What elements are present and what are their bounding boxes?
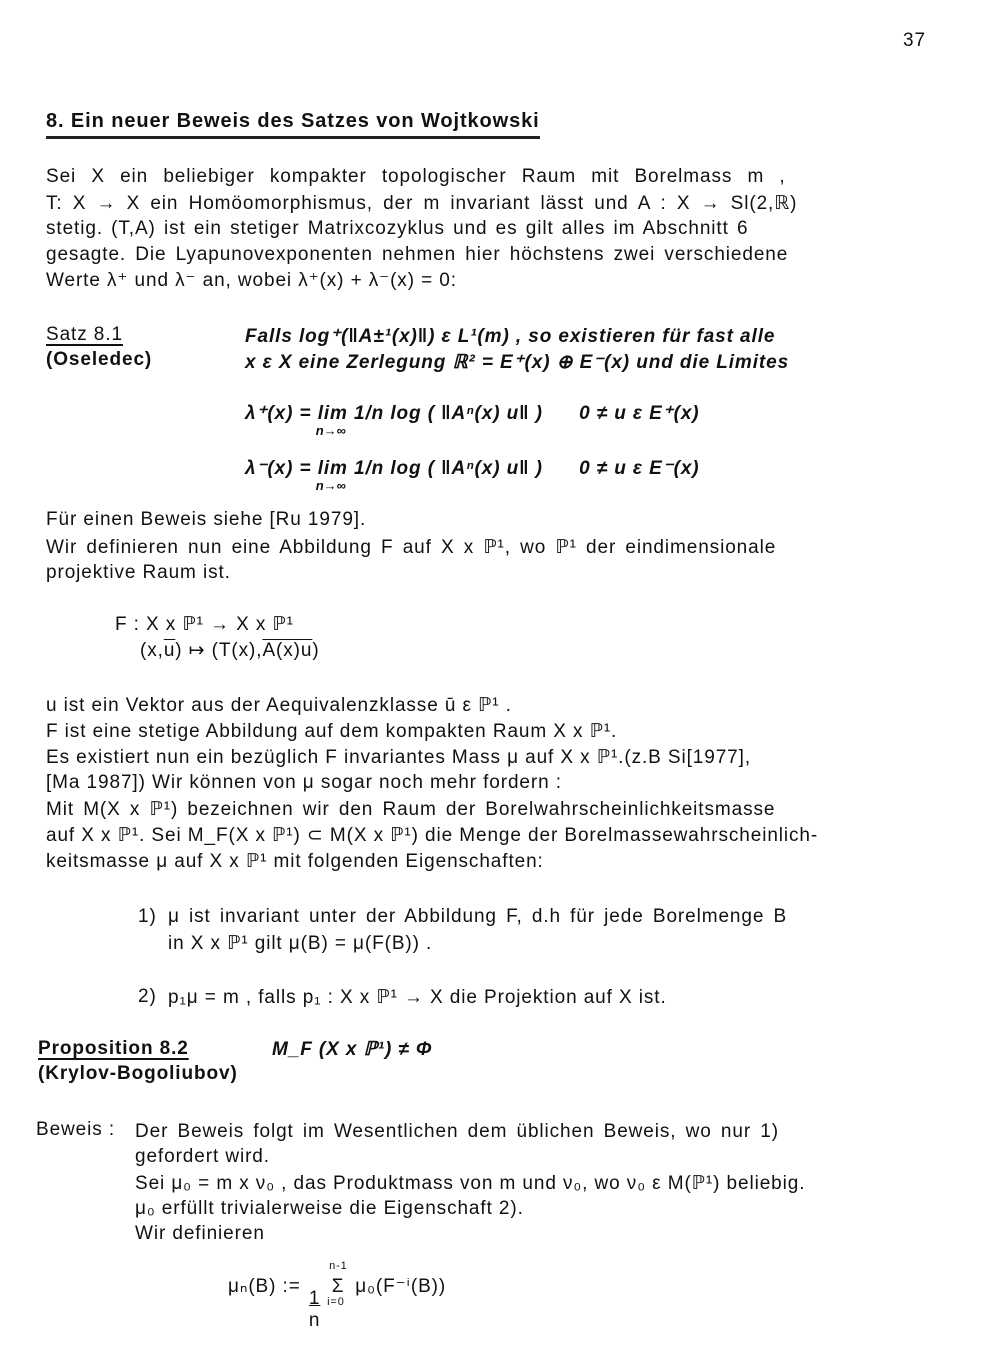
theorem-attribution: (Oseledec) [46,349,153,370]
fraction-denominator: n [308,1310,321,1331]
lim-text: lim [317,403,348,424]
text-line: Wir definieren nun eine Abbildung F auf X x ℙ¹, wo ℙ¹ der eindimensionale [46,537,777,558]
text-line: [Ma 1987]) Wir können von μ sogar noch mehr fordern : [46,772,562,793]
sum-lower-limit: i=0 [327,1296,345,1308]
proof-label: Beweis : [36,1119,116,1140]
intro-line: T: X → X ein Homöomorphismus, der m invariant lässt und A : X → Sl(2,ℝ) [46,193,798,214]
text-line: projektive Raum ist. [46,562,231,583]
map-signature: F : X x ℙ¹ → X x ℙ¹ [115,614,294,635]
formula-lhs: λ⁻(x) = [245,458,312,479]
property-number: 1) [138,906,157,927]
summation [327,1260,349,1308]
sum-upper-limit: n-1 [329,1260,348,1272]
page-number: 37 [903,30,926,51]
theorem-label: Satz 8.1 [46,324,123,345]
proof-line: Sei μ₀ = m x ν₀ , das Produktmass von m und ν₀, wo ν₀ ε M(ℙ¹) beliebig. [135,1173,806,1194]
proof-line: gefordert wird. [135,1146,270,1167]
map-rule [140,639,320,662]
limit-operator [315,458,348,493]
theorem-statement-line: Falls log⁺(‖A±¹(x)‖) ε L¹(m) , so existieren für fast alle [245,326,776,347]
lyapunov-plus-formula [245,402,700,438]
text-line: F ist eine stetige Abbildung auf dem kompakten Raum X x ℙ¹. [46,721,618,742]
formula-rhs: 1/n log ( ‖Aⁿ(x) u‖ ) [354,403,543,424]
theorem-statement-line: x ε X eine Zerlegung ℝ² = E⁺(x) ⊕ E⁻(x) und die Limites [245,352,790,373]
map-rule-class: A(x)u [262,640,313,661]
property-text: μ ist invariant unter der Abbildung F, d.h für jede Borelmenge B [168,906,788,927]
measure-average-formula [228,1260,447,1331]
formula-lhs: λ⁺(x) = [245,403,312,424]
formula-condition: 0 ≠ u ε E⁺(x) [579,403,700,424]
proof-line: Der Beweis folgt im Wesentlichen dem üblichen Beweis, wo nur 1) [135,1121,779,1142]
proposition-attribution: (Krylov-Bogoliubov) [38,1063,238,1084]
intro-line: stetig. (T,A) ist ein stetiger Matrixcozyklus und es gilt alles im Abschnitt 6 [46,218,749,239]
lim-subscript: n→∞ [315,478,346,493]
formula-rhs: μ₀(F⁻ⁱ(B)) [355,1276,447,1297]
property-text: in X x ℙ¹ gilt μ(B) = μ(F(B)) . [168,933,433,954]
text-line: auf X x ℙ¹. Sei M_F(X x ℙ¹) ⊂ M(X x ℙ¹) die Menge der Borelmassewahrscheinlich- [46,825,819,846]
proof-line: Wir definieren [135,1223,265,1244]
property-text: p₁μ = m , falls p₁ : X x ℙ¹ → X die Projektion auf X ist. [168,987,667,1008]
text-line: Mit M(X x ℙ¹) bezeichnen wir den Raum der Borelwahrscheinlichkeitsmasse [46,799,776,820]
formula-rhs: 1/n log ( ‖Aⁿ(x) u‖ ) [354,458,543,479]
formula-lhs: μₙ(B) := [228,1276,301,1297]
proof-line: μ₀ erfüllt trivialerweise die Eigenschaft 2). [135,1198,524,1219]
fraction-numerator: 1 [308,1288,321,1309]
sum-sign: Σ [331,1276,345,1297]
property-number: 2) [138,986,157,1007]
map-rule-part: ) ↦ (T(x), [175,640,263,661]
limit-operator [315,403,348,438]
text-line: keitsmasse μ auf X x ℙ¹ mit folgenden Eigenschaften: [46,851,544,872]
text-line: u ist ein Vektor aus der Aequivalenzklasse ū ε ℙ¹ . [46,695,512,716]
map-rule-part: (x, [140,640,164,661]
lyapunov-minus-formula [245,457,700,493]
text-line: Es existiert nun ein bezüglich F invariantes Mass μ auf X x ℙ¹.(z.B Si[1977], [46,747,752,768]
intro-line: Sei X ein beliebiger kompakter topologischer Raum mit Borelmass m , [46,166,786,187]
intro-line: gesagte. Die Lyapunovexponenten nehmen hier höchstens zwei verschiedene [46,244,789,265]
section-title: 8. Ein neuer Beweis des Satzes von Wojtkowski [46,110,540,139]
intro-line: Werte λ⁺ und λ⁻ an, wobei λ⁺(x) + λ⁻(x) = 0: [46,270,457,291]
proposition-statement: M_F (X x ℙ¹) ≠ Φ [272,1039,433,1060]
text-line: Für einen Beweis siehe [Ru 1979]. [46,509,367,530]
lim-text: lim [317,458,348,479]
map-rule-part: ) [312,640,320,661]
lim-subscript: n→∞ [315,423,346,438]
formula-condition: 0 ≠ u ε E⁻(x) [579,458,700,479]
proposition-label: Proposition 8.2 [38,1038,189,1059]
map-rule-class: $\overline{u}$ [163,640,176,661]
